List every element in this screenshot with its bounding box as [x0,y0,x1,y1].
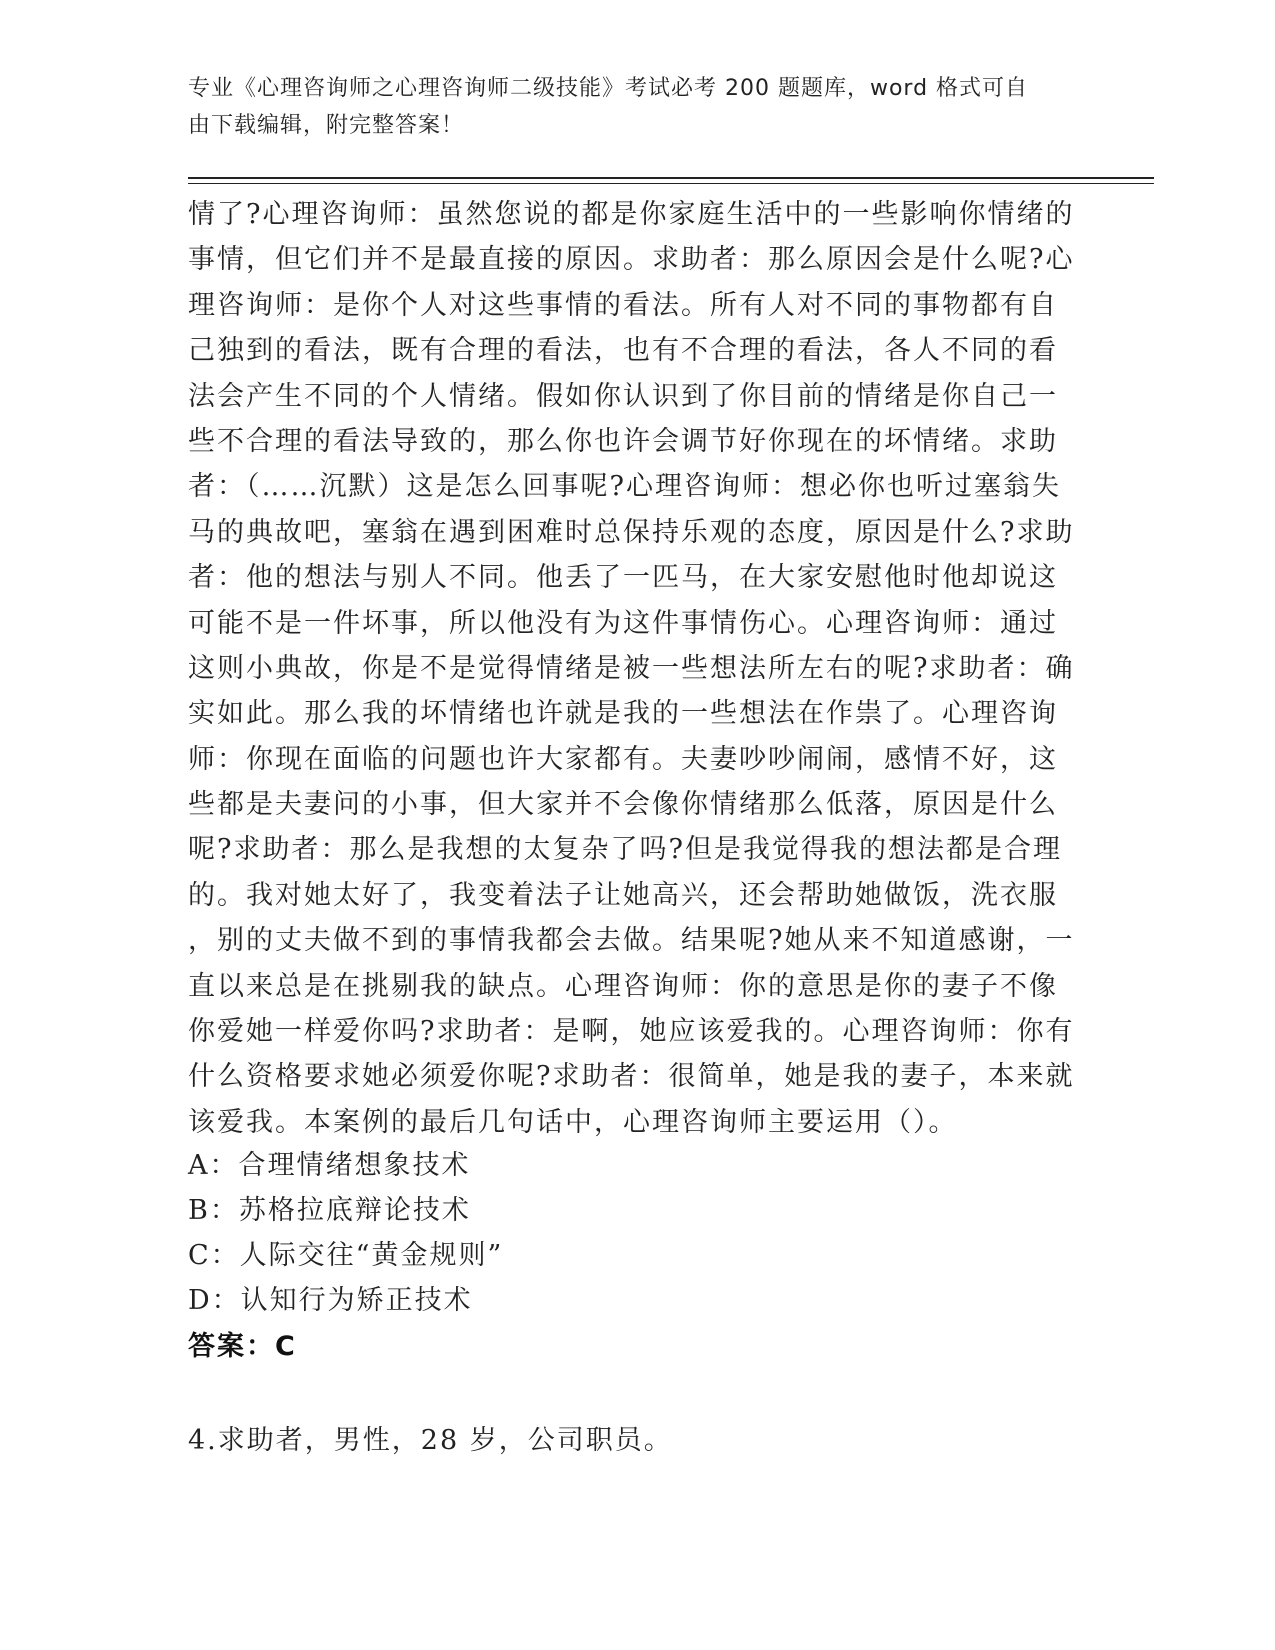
option-b: B：苏格拉底辩论技术 [188,1195,471,1226]
passage-line: 马的典故吧，塞翁在遇到困难时总保持乐观的态度，原因是什么?求助 [188,516,1075,548]
option-d: D：认知行为矫正技术 [188,1285,473,1316]
passage-line: 情了?心理咨询师：虽然您说的都是你家庭生活中的一些影响你情绪的 [188,199,1075,230]
header-line-2: 由下载编辑，附完整答案！ [188,113,465,138]
header-divider-thick [188,177,1154,179]
passage-line: 些都是夫妻问的小事，但大家并不会像你情绪那么低落，原因是什么 [188,789,1058,821]
option-a: A：合理情绪想象技术 [188,1150,471,1181]
header-divider-thin [188,183,1154,184]
passage-line: 呢?求助者：那么是我想的太复杂了吗?但是我觉得我的想法都是合理 [188,834,1062,866]
passage-line: 你爱她一样爱你吗?求助者：是啊，她应该爱我的。心理咨询师：你有 [188,1016,1075,1048]
passage-line: 的。我对她太好了，我变着法子让她高兴，还会帮助她做饭，洗衣服 [188,879,1058,911]
option-c: C：人际交往“黄金规则” [188,1240,504,1271]
passage-line: 者：他的想法与别人不同。他丢了一匹马，在大家安慰他时他却说这 [188,562,1058,594]
passage-line: 理咨询师：是你个人对这些事情的看法。所有人对不同的事物都有自 [188,289,1058,321]
passage-line: 法会产生不同的个人情绪。假如你认识到了你目前的情绪是你自己一 [188,380,1058,412]
answer-options [188,1143,1088,1323]
next-question: 4.求助者，男性，28 岁，公司职员。 [188,1425,673,1456]
passage-line: ，别的丈夫做不到的事情我都会去做。结果呢?她从来不知道感谢，一 [188,925,1075,957]
passage-line: 师：你现在面临的问题也许大家都有。夫妻吵吵闹闹，感情不好，这 [188,743,1058,775]
answer-key: 答案：C [188,1331,297,1362]
passage-line: 什么资格要求她必须爱你呢?求助者：很简单，她是我的妻子，本来就 [188,1061,1075,1093]
passage-line: 己独到的看法，既有合理的看法，也有不合理的看法，各人不同的看 [188,335,1058,367]
passage-line: 者：（……沉默）这是怎么回事呢?心理咨询师：想必你也听过塞翁失 [188,471,1061,503]
passage-line: 事情，但它们并不是最直接的原因。求助者：那么原因会是什么呢?心 [188,244,1075,276]
question-passage [188,192,1188,1145]
passage-line: 可能不是一件坏事，所以他没有为这件事情伤心。心理咨询师：通过 [188,607,1058,639]
passage-line: 实如此。那么我的坏情绪也许就是我的一些想法在作祟了。心理咨询 [188,698,1058,730]
passage-line: 该爱我。本案例的最后几句话中，心理咨询师主要运用（）。 [188,1106,958,1138]
document-header [188,70,1088,144]
header-line-1: 专业《心理咨询师之心理咨询师二级技能》考试必考 200 题题库，word 格式可自 [188,76,1029,101]
passage-line: 直以来总是在挑剔我的缺点。心理咨询师：你的意思是你的妻子不像 [188,970,1058,1002]
passage-line: 这则小典故，你是不是觉得情绪是被一些想法所左右的呢?求助者：确 [188,652,1075,684]
passage-line: 些不合理的看法导致的，那么你也许会调节好你现在的坏情绪。求助 [188,425,1058,457]
